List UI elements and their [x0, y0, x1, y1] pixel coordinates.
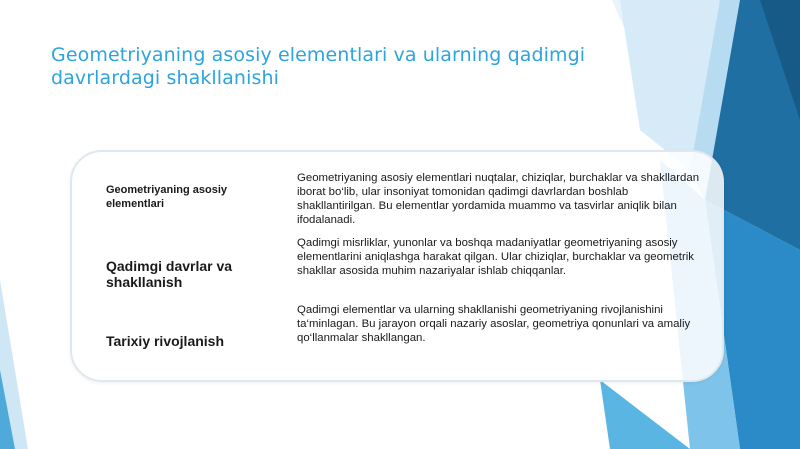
- row-label-ancient-times: Qadimgi davrlar va shakllanish: [106, 258, 233, 290]
- row-label-history: Tarixiy rivojlanish: [106, 333, 225, 349]
- row-text-ancient-times: Qadimgi misrliklar, yunonlar va boshqa madaniyatlar geometriyaning asosiy elementlarini aniqlashga harakat qilgan. Ular chiziqlar, burchaklar va geometrik shakllar asosida muhim nazariyalar ishlab chiqqanlar.: [297, 237, 694, 277]
- row-label-elements: Geometriyaning asosiy elementlari: [106, 184, 228, 210]
- row-text-elements: Geometriyaning asosiy elementlari nuqtalar, chiziqlar, burchaklar va shakllardan iborat bo‘lib, ular insoniyat tomonidan qadimgi davrlardan boshlab shakllantirilgan. Bu elementlar yordamida muammo va tasvirlar aniqlik bilan ifodalanadi.: [297, 172, 700, 226]
- row-text-history: Qadimgi elementlar va ularning shakllanishi geometriyaning rivojlanishini ta‘minlagan. Bu jarayon orqali nazariy asoslar, geometriya qonunlari va amaliy qo‘llanmalar shakllangan.: [297, 304, 691, 344]
- slide-title: Geometriyaning asosiy elementlari va ularning qadimgi davrlardagi shakllanishi: [51, 44, 586, 89]
